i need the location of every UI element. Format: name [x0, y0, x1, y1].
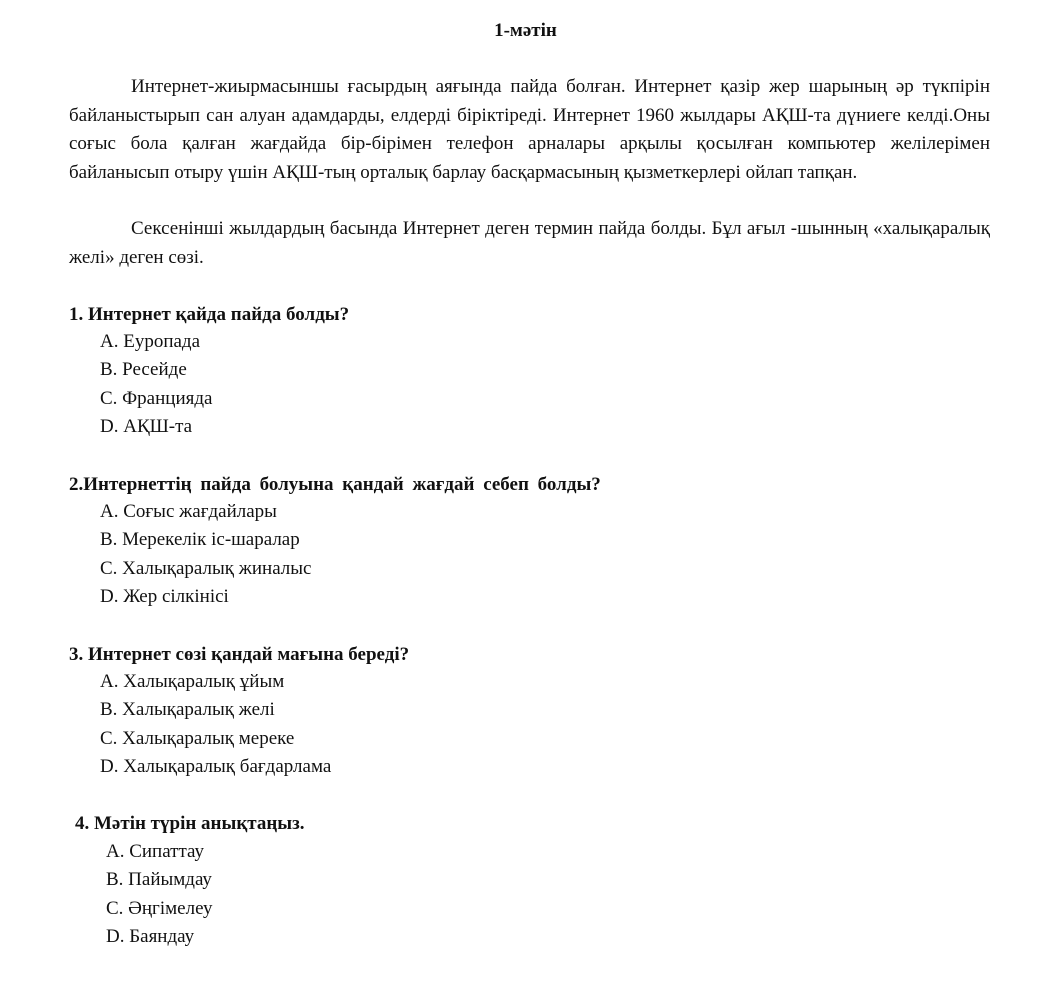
question-3: 3. Интернет сөзі қандай мағына береді?	[69, 644, 410, 665]
document-title: 1-мәтін	[494, 20, 557, 41]
question-3-option-a: A. Халықаралық ұйым	[100, 671, 285, 692]
question-3-option-d: D. Халықаралық бағдарлама	[100, 755, 332, 777]
question-2-option-b: B. Мерекелік іс-шаралар	[100, 529, 300, 551]
question-2-option-a: A. Соғыс жағдайлары	[100, 501, 277, 522]
question-2-option-c: C. Халықаралық жиналыс	[100, 557, 312, 579]
paragraph-1-block	[69, 73, 990, 187]
paragraph-2-block	[69, 215, 990, 272]
question-3-option-c: C. Халықаралық мереке	[100, 727, 295, 749]
question-1-option-d: D. АҚШ-та	[100, 415, 193, 437]
question-1: 1. Интернет қайда пайда болды?	[69, 304, 350, 325]
question-4-options	[106, 838, 213, 951]
question-4-option-a: A. Сипаттау	[106, 841, 204, 862]
paragraph-2: Сексенінші жылдардың басында Интернет деген термин пайда болды. Бұл ағыл -шынның «халықаралық желі» деген сөзі.	[69, 218, 990, 268]
question-3-options	[100, 668, 331, 781]
question-2-option-d: D. Жер сілкінісі	[100, 585, 229, 607]
question-1-options	[100, 328, 212, 441]
question-4: 4. Мәтін түрін анықтаңыз.	[75, 813, 305, 834]
question-1-option-c: C. Францияда	[100, 387, 213, 409]
question-2-options	[100, 498, 311, 611]
question-4-option-d: D. Баяндау	[106, 925, 195, 947]
paragraph-1: Интернет-жиырмасыншы ғасырдың аяғында пайда болған. Интернет қазір жер шарының әр түкпірін байланыстырып сан алуан адамдарды, елдерді біріктіреді. Интернет 1960 жылдары АҚШ-та дүниеге келді.Оны соғыс бола қалған жағдайда бір-бірімен телефон арналары арқылы қосылған компьютер желілерімен байланысып отыру үшін АҚШ-тың орталық барлау басқармасының қызметкерлері ойлап тапқан.	[69, 76, 990, 183]
question-3-option-b: B. Халықаралық желі	[100, 699, 275, 721]
question-4-option-c: C. Әңгімелеу	[106, 897, 213, 919]
question-1-option-a: A. Еуропада	[100, 331, 201, 352]
question-4-option-b: B. Пайымдау	[106, 869, 212, 891]
question-2: 2.Интернеттің пайда болуына қандай жағдай себеп болды?	[69, 474, 601, 495]
question-1-option-b: B. Ресейде	[100, 359, 187, 381]
